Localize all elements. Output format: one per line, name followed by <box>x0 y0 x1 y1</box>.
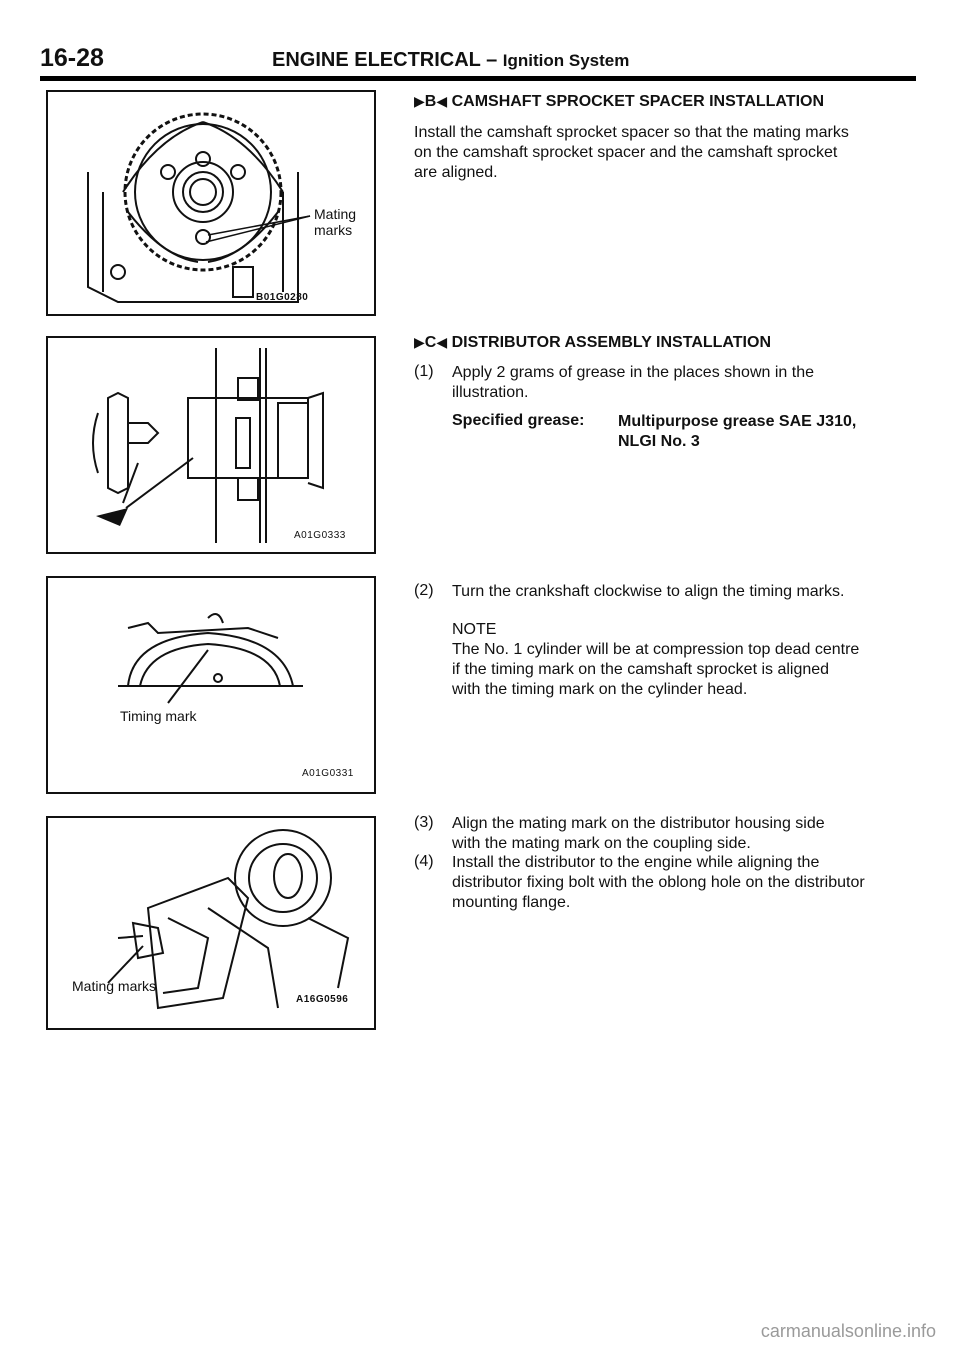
right-triangle-icon: ▶ <box>414 93 425 109</box>
step-1-number: (1) <box>414 363 434 380</box>
section-b-title: CAMSHAFT SPROCKET SPACER INSTALLATION <box>451 93 825 110</box>
section-name: ENGINE ELECTRICAL <box>272 49 481 71</box>
figure-camshaft-sprocket <box>46 90 376 316</box>
note-text: The No. 1 cylinder will be at compression top dead centre if the timing mark on the camshaft sprocket is aligned with the timing mark on the cylinder head. <box>452 641 860 698</box>
header-rule <box>40 76 916 81</box>
left-triangle-icon: ◀ <box>436 93 448 109</box>
step-2-text: Turn the crankshaft clockwise to align the timing marks. <box>452 583 845 600</box>
figure-label-timing: Timing mark <box>120 708 197 724</box>
left-triangle-icon: ◀ <box>436 334 448 350</box>
spec-label: Specified grease: <box>452 412 585 429</box>
figure-timing-mark <box>46 576 376 794</box>
section-title <box>272 49 629 72</box>
sprocket-illustration <box>48 92 374 314</box>
figure-label-mating-marks: Mating marks <box>72 978 157 994</box>
figure-code: A01G0333 <box>294 530 346 541</box>
step-2-number: (2) <box>414 582 434 599</box>
subsection-name: Ignition System <box>502 51 630 70</box>
step-4-text: Install the distributor to the engine while aligning the distributor fixing bolt with the oblong hole on the distributor mounting flange. <box>452 854 865 911</box>
title-dash: – <box>486 49 498 71</box>
step-4-number: (4) <box>414 853 434 870</box>
timing-illustration <box>48 578 374 792</box>
section-b-heading: ▶B◀ CAMSHAFT SPROCKET SPACER INSTALLATION <box>414 93 825 110</box>
note-label: NOTE <box>452 621 497 638</box>
section-b-body: Install the camshaft sprocket spacer so that the mating marks on the camshaft sprocket spacer and the camshaft sprocket are aligned. <box>414 124 849 181</box>
figure-grease-points <box>46 336 376 554</box>
right-triangle-icon: ▶ <box>414 334 425 350</box>
watermark: carmanualsonline.info <box>760 1321 936 1341</box>
page-header <box>40 44 916 78</box>
figure-code: A16G0596 <box>296 994 349 1005</box>
step-3-text: Align the mating mark on the distributor housing side with the mating mark on the coupling side. <box>452 815 825 852</box>
figure-distributor-mating <box>46 816 376 1030</box>
figure-code: A01G0331 <box>302 768 354 779</box>
step-1-text: Apply 2 grams of grease in the places shown in the illustration. <box>452 364 814 401</box>
figure-code: B01G0280 <box>256 292 309 303</box>
page-number: 16-28 <box>40 44 104 72</box>
section-c-title: DISTRIBUTOR ASSEMBLY INSTALLATION <box>451 334 771 351</box>
grease-illustration <box>48 338 374 552</box>
step-3-number: (3) <box>414 814 434 831</box>
spec-value: Multipurpose grease SAE J310, NLGI No. 3 <box>618 413 857 450</box>
figure-label-mating: Mating marks <box>314 206 357 238</box>
section-c-heading: ▶C◀ DISTRIBUTOR ASSEMBLY INSTALLATION <box>414 334 771 351</box>
